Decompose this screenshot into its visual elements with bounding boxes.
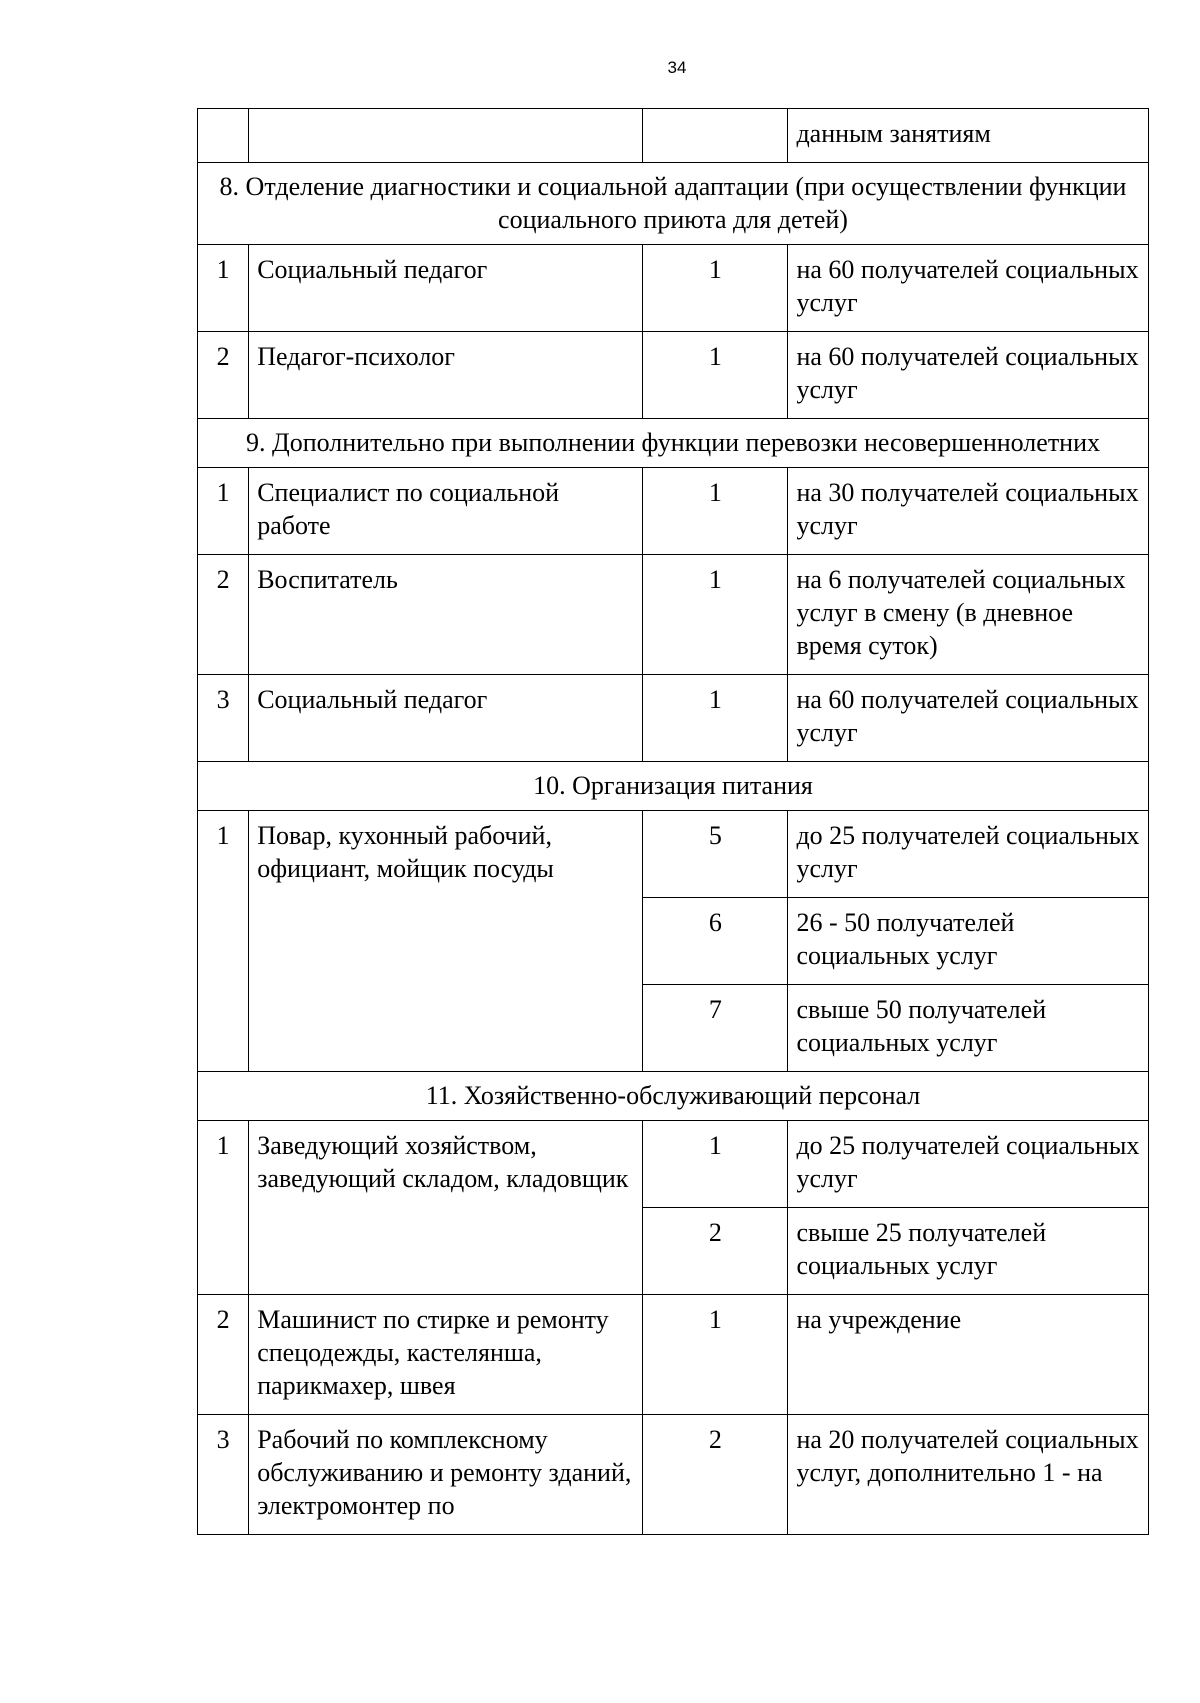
quantity-cell: 1	[643, 332, 788, 419]
section-title: 11. Хозяйственно-обслуживающий персонал	[198, 1072, 1149, 1121]
norm-cell: на 20 получателей социальных услуг, дополнительно 1 - на	[788, 1415, 1149, 1535]
norm-cell: до 25 получателей социальных услуг	[788, 1121, 1149, 1208]
row-number-cell	[198, 109, 249, 163]
section-title: 8. Отделение диагностики и социальной адаптации (при осуществлении функции социального приюта для детей)	[198, 163, 1149, 245]
quantity-cell: 1	[643, 468, 788, 555]
row-number-cell: 3	[198, 1415, 249, 1535]
section-title: 9. Дополнительно при выполнении функции перевозки несовершеннолетних	[198, 419, 1149, 468]
position-cell: Рабочий по комплексному обслуживанию и ремонту зданий, электромонтер по	[249, 1415, 643, 1535]
page-number: 34	[667, 58, 687, 77]
row-number-cell: 1	[198, 245, 249, 332]
quantity-cell: 1	[643, 1121, 788, 1208]
section-header-row	[198, 762, 1149, 811]
table-row	[198, 1415, 1149, 1535]
position-cell: Повар, кухонный рабочий, официант, мойщик посуды	[249, 811, 643, 1072]
table-row	[198, 1121, 1149, 1208]
table-row	[198, 109, 1149, 163]
norm-cell: свыше 50 получателей социальных услуг	[788, 985, 1149, 1072]
section-header-row	[198, 163, 1149, 245]
section-header-row	[198, 1072, 1149, 1121]
position-cell: Социальный педагог	[249, 245, 643, 332]
norm-cell: на 30 получателей социальных услуг	[788, 468, 1149, 555]
norm-cell: свыше 25 получателей социальных услуг	[788, 1208, 1149, 1295]
norm-cell: на 60 получателей социальных услуг	[788, 675, 1149, 762]
table-row	[198, 675, 1149, 762]
position-cell	[249, 109, 643, 163]
row-number-cell: 1	[198, 1121, 249, 1295]
table-row	[198, 245, 1149, 332]
table-row	[198, 468, 1149, 555]
row-number-cell: 1	[198, 811, 249, 1072]
norm-cell: на 6 получателей социальных услуг в смену (в дневное время суток)	[788, 555, 1149, 675]
table-row	[198, 811, 1149, 898]
quantity-cell: 2	[643, 1208, 788, 1295]
table-row	[198, 332, 1149, 419]
position-cell: Педагог-психолог	[249, 332, 643, 419]
norm-cell: 26 - 50 получателей социальных услуг	[788, 898, 1149, 985]
row-number-cell: 2	[198, 1295, 249, 1415]
quantity-cell: 1	[643, 675, 788, 762]
quantity-cell: 6	[643, 898, 788, 985]
quantity-cell: 2	[643, 1415, 788, 1535]
norm-cell: данным занятиям	[788, 109, 1149, 163]
norm-cell: на 60 получателей социальных услуг	[788, 332, 1149, 419]
table-row	[198, 1295, 1149, 1415]
norm-cell: до 25 получателей социальных услуг	[788, 811, 1149, 898]
quantity-cell: 1	[643, 555, 788, 675]
position-cell: Воспитатель	[249, 555, 643, 675]
position-cell: Специалист по социальной работе	[249, 468, 643, 555]
quantity-cell: 1	[643, 245, 788, 332]
row-number-cell: 1	[198, 468, 249, 555]
quantity-cell: 7	[643, 985, 788, 1072]
staffing-table	[197, 108, 1149, 1535]
position-cell: Заведующий хозяйством, заведующий складом, кладовщик	[249, 1121, 643, 1295]
position-cell: Машинист по стирке и ремонту спецодежды, кастелянша, парикмахер, швея	[249, 1295, 643, 1415]
norm-cell: на учреждение	[788, 1295, 1149, 1415]
norm-cell: на 60 получателей социальных услуг	[788, 245, 1149, 332]
row-number-cell: 2	[198, 332, 249, 419]
section-header-row	[198, 419, 1149, 468]
quantity-cell: 5	[643, 811, 788, 898]
quantity-cell	[643, 109, 788, 163]
quantity-cell: 1	[643, 1295, 788, 1415]
position-cell: Социальный педагог	[249, 675, 643, 762]
row-number-cell: 2	[198, 555, 249, 675]
row-number-cell: 3	[198, 675, 249, 762]
table-row	[198, 555, 1149, 675]
section-title: 10. Организация питания	[198, 762, 1149, 811]
